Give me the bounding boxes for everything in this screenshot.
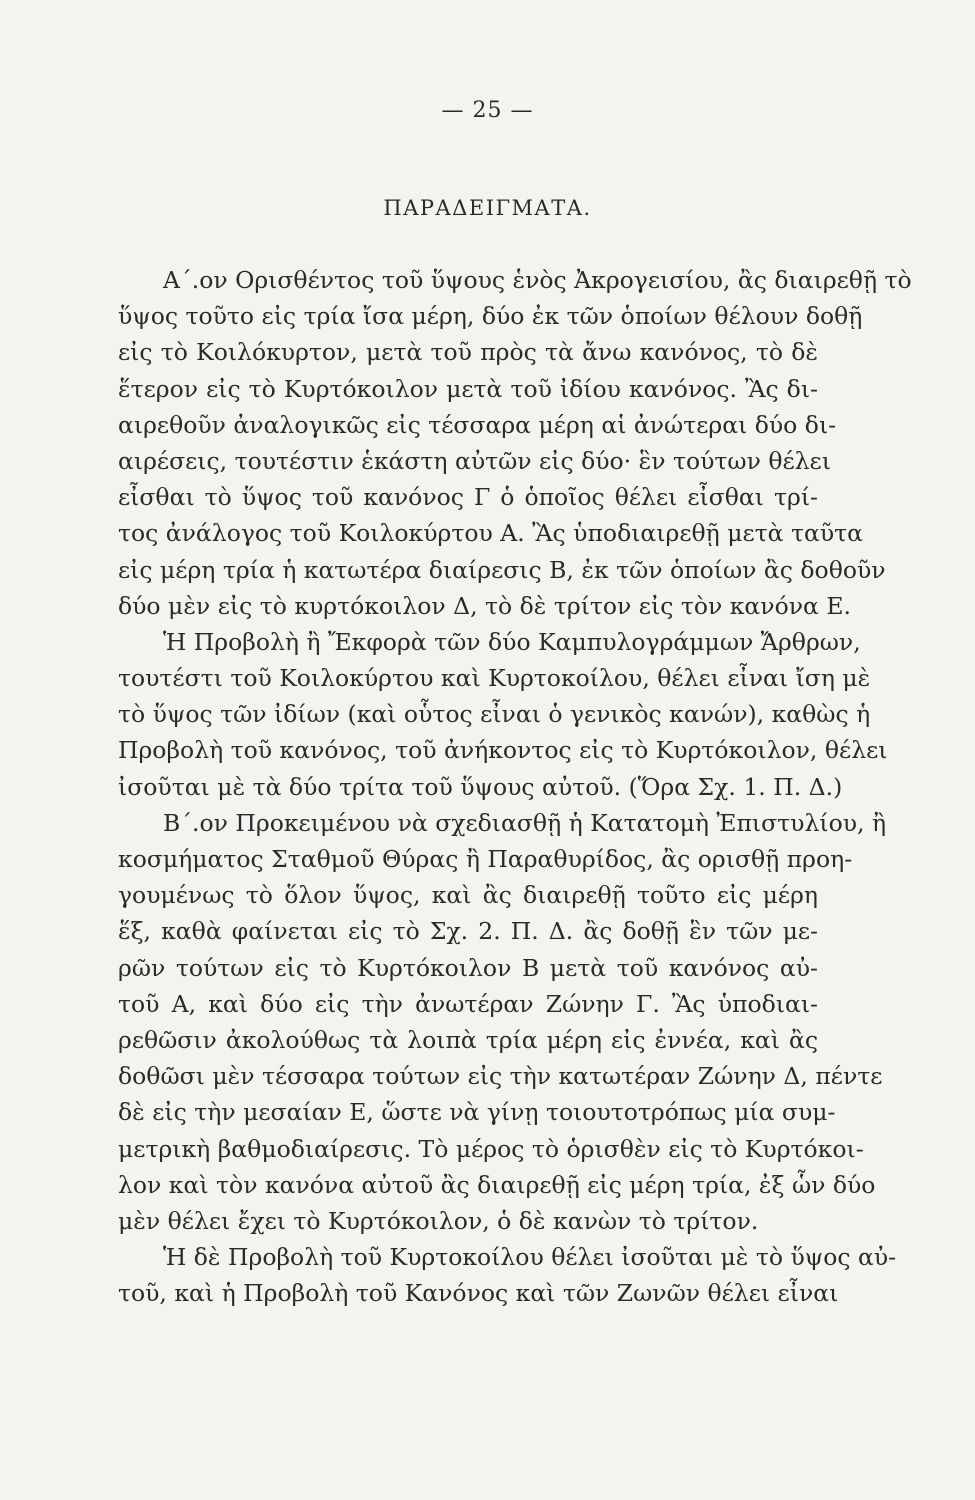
text-line: αιρεθοῦν ἀναλογικῶς εἰς τέσσαρα μέρη αἱ ἀνώτεραι δύο δι- (118, 410, 837, 439)
text-line: Β΄.ον Προκειμένου νὰ σχεδιασθῇ ἡ Κατατομὴ Ἐπιστυλίου, ἢ (163, 808, 887, 837)
text-line: μετρικὴ βαθμοδιαίρεσις. Τὸ μέρος τὸ ὁρισθὲν εἰς τὸ Κυρτόκοι- (118, 1134, 864, 1163)
section-heading: ΠΑΡΑΔΕΙΓΜΑΤΑ. (383, 196, 592, 220)
text-line: λον καὶ τὸν κανόνα αὐτοῦ ἂς διαιρεθῇ εἰς μέρη τρία, ἐξ ὧν δύο (118, 1170, 876, 1199)
text-line: εἶσθαι τὸ ὕψος τοῦ κανόνος Γ ὁ ὁποῖος θέλει εἶσθαι τρί- (118, 483, 818, 512)
text-line: ρῶν τούτων εἰς τὸ Κυρτόκοιλον Β μετὰ τοῦ κανόνος αὐ- (118, 953, 818, 982)
text-line: Ἡ Προβολὴ ἢ Ἔκφορὰ τῶν δύο Καμπυλογράμμων Ἄρθρων, (163, 627, 861, 656)
text-line: ἕξ, καθὰ φαίνεται εἰς τὸ Σχ. 2. Π. Δ. ἂς δοθῇ ἓν τῶν με- (118, 917, 818, 946)
text-line: τουτέστι τοῦ Κοιλοκύρτου καὶ Κυρτοκοίλου, θέλει εἶναι ἴση μὲ (118, 664, 871, 693)
text-line: δύο μὲν εἰς τὸ κυρτόκοιλον Δ, τὸ δὲ τρίτον εἰς τὸν κανόνα Ε. (118, 591, 851, 620)
text-line: ἰσοῦται μὲ τὰ δύο τρίτα τοῦ ὕψους αὐτοῦ. (Ὅρα Σχ. 1. Π. Δ.) (118, 772, 843, 801)
text-line: Ἡ δὲ Προβολὴ τοῦ Κυρτοκοίλου θέλει ἰσοῦται μὲ τὸ ὕψος αὐ- (163, 1243, 897, 1272)
text-line: ἕτερον εἰς τὸ Κυρτόκοιλον μετὰ τοῦ ἰδίου κανόνος. Ἂς δι- (118, 374, 818, 403)
text-line: τοῦ Α, καὶ δύο εἰς τὴν ἀνωτέραν Ζώνην Γ. Ἂς ὑποδιαι- (118, 989, 818, 1018)
text-line: γουμένως τὸ ὅλον ὕψος, καὶ ἂς διαιρεθῇ τοῦτο εἰς μέρη (118, 881, 818, 910)
text-line: Α΄.ον Ορισθέντος τοῦ ὕψους ἑνὸς Ἀκρογεισίου, ἂς διαιρεθῇ τὸ (163, 266, 912, 294)
text-line: εἰς μέρη τρία ἡ κατωτέρα διαίρεσις Β, ἐκ τῶν ὁποίων ἂς δοθοῦν (118, 555, 886, 584)
page-number: — 25 — (441, 98, 534, 123)
text-line: μὲν θέλει ἔχει τὸ Κυρτόκοιλον, ὁ δὲ κανὼν τὸ τρίτον. (118, 1206, 759, 1235)
text-line: τος ἀνάλογος τοῦ Κοιλοκύρτου Α. Ἂς ὑποδιαιρεθῇ μετὰ ταῦτα (118, 519, 864, 548)
text-line: τὸ ὕψος τῶν ἰδίων (καὶ οὗτος εἶναι ὁ γενικὸς κανών), καθὼς ἡ (118, 700, 871, 729)
text-line: αιρέσεις, τουτέστιν ἑκάστη αὐτῶν εἰς δύο· ἓν τούτων θέλει (118, 446, 831, 475)
text-line: Προβολὴ τοῦ κανόνος, τοῦ ἀνήκοντος εἰς τὸ Κυρτόκοιλον, θέλει (118, 736, 888, 765)
text-line: δοθῶσι μὲν τέσσαρα τούτων εἰς τὴν κατωτέραν Ζώνην Δ, πέντε (118, 1062, 883, 1091)
text-line: εἰς τὸ Κοιλόκυρτον, μετὰ τοῦ πρὸς τὰ ἄνω κανόνος, τὸ δὲ (118, 338, 818, 367)
text-line: ρεθῶσιν ἀκολούθως τὰ λοιπὰ τρία μέρη εἰς ἐννέα, καὶ ἂς (118, 1025, 818, 1054)
body-text (118, 262, 912, 1311)
text-line: κοσμήματος Σταθμοῦ Θύρας ἢ Παραθυρίδος, ἂς ορισθῇ προη- (118, 845, 853, 873)
text-line: ὕψος τοῦτο εἰς τρία ἴσα μέρη, δύο ἐκ τῶν ὁποίων θέλουν δοθῇ (118, 302, 863, 331)
text-line: δὲ εἰς τὴν μεσαίαν Ε, ὥστε νὰ γίνῃ τοιουτοτρόπως μία συμ- (118, 1098, 836, 1127)
text-line: τοῦ, καὶ ἡ Προβολὴ τοῦ Κανόνος καὶ τῶν Ζωνῶν θέλει εἶναι (118, 1279, 839, 1308)
